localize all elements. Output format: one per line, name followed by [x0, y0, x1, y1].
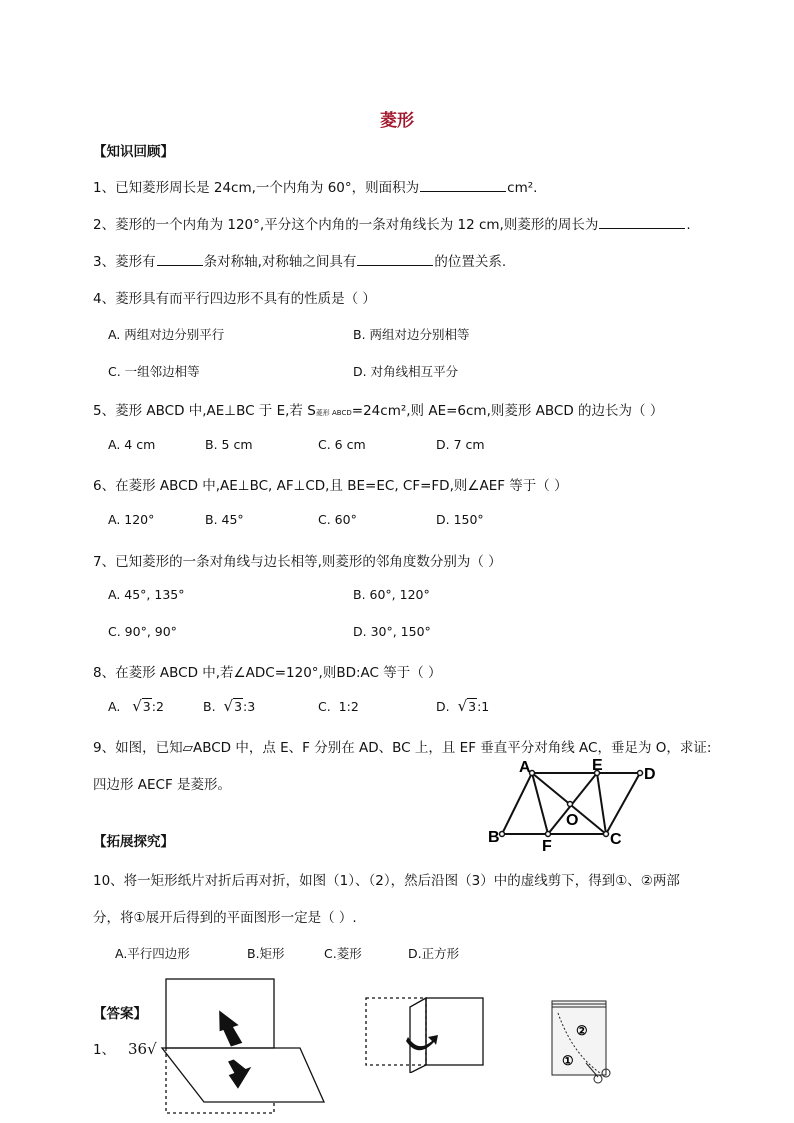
sqrt-icon: √ [457, 697, 468, 715]
q8-option-d-letter: D. [436, 699, 450, 714]
q4-option-a: A. 两组对边分别平行 [108, 327, 225, 342]
label-part-1: ① [562, 1053, 574, 1068]
answer-1-value: 36 [127, 1040, 148, 1058]
q8-option-d [436, 697, 489, 715]
label-part-2: ② [576, 1023, 588, 1038]
label-e: E [592, 757, 603, 774]
q8-option-b-rest: :3 [243, 699, 256, 714]
q2-text-a: 2、菱形的一个内角为 120°,平分这个内角的一条对角线长为 12 cm,则菱形的周长为 [93, 217, 599, 233]
curved-down-arrow-icon [224, 1055, 256, 1090]
page-title: 菱形 [380, 111, 414, 131]
q3-blank-2 [357, 253, 433, 266]
question-10-line-1: 10、将一矩形纸片对折后再对折，如图（1）、（2），然后沿图（3）中的虚线剪下，得到①、②两部 [93, 873, 680, 889]
q4-option-d: D. 对角线相互平分 [353, 364, 459, 379]
answer-1-number: 1、 [93, 1042, 116, 1058]
section-extend-heading: 【拓展探究】 [93, 834, 174, 850]
q4-option-c: C. 一组邻边相等 [108, 364, 200, 379]
question-1 [93, 176, 537, 196]
q2-text-b: . [686, 217, 691, 233]
q8-option-a [108, 697, 164, 715]
sqrt-icon: √ [147, 1040, 157, 1058]
point-f [546, 832, 551, 837]
question-8-stem: 8、在菱形 ABCD 中,若∠ADC=120°,则BD:AC 等于（ ） [93, 665, 442, 681]
answer-1 [93, 1038, 157, 1058]
question-9-line-1: 9、如图，已知▱ABCD 中，点 E、F 分别在 AD、BC 上，且 EF 垂直平分对角线 AC，垂足为 O，求证: [93, 740, 712, 756]
q7-option-c: C. 90°, 90° [108, 624, 177, 639]
question-7-stem: 7、已知菱形的一条对角线与边长相等,则菱形的邻角度数分别为（ ） [93, 554, 502, 570]
folding-flap [410, 998, 426, 1073]
label-d: D [644, 766, 656, 783]
question-9-line-2: 四边形 AECF 是菱形。 [93, 777, 232, 793]
scissors-handle [594, 1075, 602, 1083]
curved-fold-arrow-icon [406, 1035, 438, 1050]
cut-figure-3 [546, 993, 616, 1093]
q6-option-c: C. 60° [318, 512, 357, 527]
q6-option-b: B. 45° [205, 512, 244, 527]
label-f: F [542, 838, 552, 852]
sqrt-icon: √ [223, 697, 234, 715]
q8-option-b [203, 697, 255, 715]
q8-option-c [318, 699, 359, 714]
q7-option-a: A. 45°, 135° [108, 587, 185, 602]
question-2 [93, 213, 691, 233]
q1-answer-blank [420, 179, 506, 192]
q1-text-a: 1、已知菱形周长是 24cm,一个内角为 60°，则面积为 [93, 180, 420, 196]
label-c: C [610, 831, 622, 848]
question-6-stem: 6、在菱形 ABCD 中,AE⊥BC, AF⊥CD,且 BE=EC, CF=FD,则∠AEF 等于（ ） [93, 478, 568, 494]
q6-option-d: D. 150° [436, 512, 484, 527]
q5-option-d: D. 7 cm [436, 437, 485, 452]
right-half [426, 998, 483, 1065]
q5-option-a: A. 4 cm [108, 437, 156, 452]
q7-option-b: B. 60°, 120° [353, 587, 430, 602]
segment-af [532, 773, 548, 834]
q8-option-a-radicand: 3 [142, 699, 151, 714]
fold-figure-1 [160, 975, 340, 1120]
point-c [604, 832, 609, 837]
q8-option-b-radicand: 3 [234, 699, 243, 714]
q3-text-c: 的位置关系. [434, 254, 507, 270]
label-b: B [488, 829, 500, 846]
parallelogram-diagram [486, 752, 670, 852]
section-answers-heading: 【答案】 [93, 1006, 147, 1022]
q7-option-d: D. 30°, 150° [353, 624, 431, 639]
q2-answer-blank [599, 216, 685, 229]
sqrt-icon: √ [132, 697, 142, 715]
q8-option-d-radicand: 3 [468, 699, 477, 714]
q3-blank-1 [157, 253, 203, 266]
q4-option-b: B. 两组对边分别相等 [353, 327, 470, 342]
q10-option-d: D.正方形 [408, 946, 460, 961]
q8-option-a-letter: A. [108, 699, 121, 714]
point-d [638, 771, 643, 776]
q8-option-c-rest: 1:2 [338, 699, 359, 714]
segment-ec [597, 773, 606, 834]
question-4-stem: 4、菱形具有而平行四边形不具有的性质是（ ） [93, 291, 376, 307]
q8-option-b-letter: B. [203, 699, 216, 714]
q8-option-d-rest: :1 [477, 699, 490, 714]
q6-option-a: A. 120° [108, 512, 155, 527]
q8-option-c-letter: C. [318, 699, 331, 714]
q10-option-b: B.矩形 [247, 946, 285, 961]
dashed-left-half [366, 998, 426, 1065]
q10-option-a: A.平行四边形 [115, 946, 190, 961]
label-o: O [566, 812, 579, 829]
q5-option-b: B. 5 cm [205, 437, 253, 452]
q3-text-a: 3、菱形有 [93, 254, 156, 270]
label-a: A [519, 759, 531, 776]
question-5-stem [93, 399, 663, 419]
point-b [500, 832, 505, 837]
q3-text-b: 条对称轴,对称轴之间具有 [203, 254, 357, 270]
q5-stem-b: =24cm²,则 AE=6cm,则菱形 ABCD 的边长为（ ） [351, 403, 664, 419]
question-10-line-2: 分，将①展开后得到的平面图形一定是（ ）. [93, 910, 357, 926]
point-o [568, 802, 573, 807]
q8-option-a-rest: :2 [151, 699, 164, 714]
question-3 [93, 250, 506, 270]
dashed-original-outline [166, 1048, 274, 1113]
fold-figure-2 [362, 993, 487, 1073]
q10-option-c: C.菱形 [324, 946, 362, 961]
folded-paper [552, 1001, 606, 1075]
q5-stem-subscript: 菱形 ABCD [315, 409, 352, 417]
q5-stem-a: 5、菱形 ABCD 中,AE⊥BC 于 E,若 S [93, 403, 316, 419]
section-review-heading: 【知识回顾】 [93, 144, 174, 160]
q1-text-b: cm². [507, 180, 538, 196]
q5-option-c: C. 6 cm [318, 437, 366, 452]
curved-up-arrow-icon [213, 1006, 244, 1048]
